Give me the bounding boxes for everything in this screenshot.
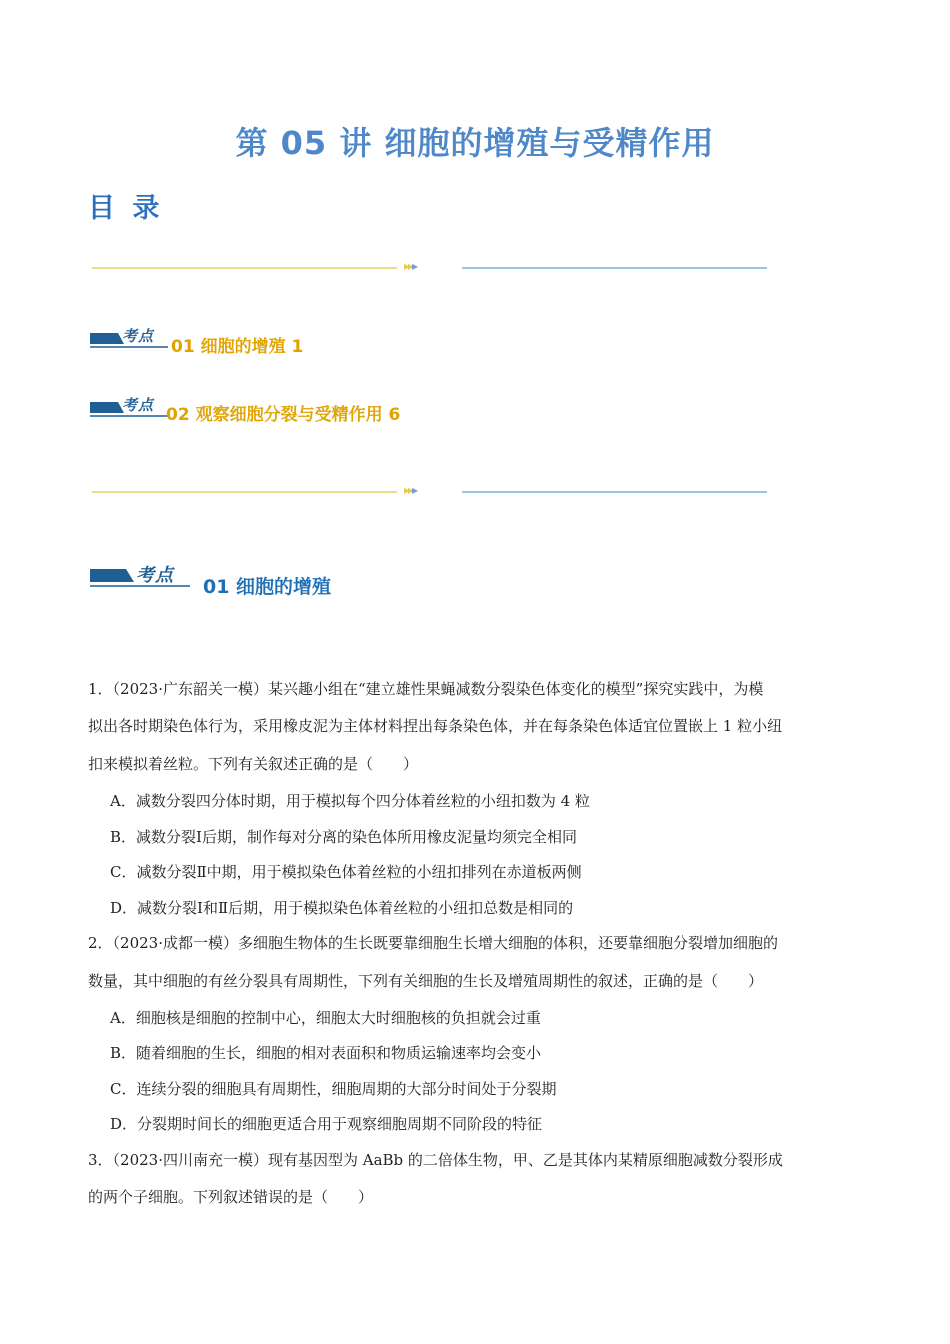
toc-entry-2[interactable]: 02 观察细胞分裂与受精作用 6 [166, 405, 401, 425]
question-3-stem-line-1: 3．（2023·四川南充一模）现有基因型为 AaBb 的二倍体生物，甲、乙是其体内某精原细胞减数分裂形成 [88, 1151, 783, 1169]
question-1-option-d: D．减数分裂Ⅰ和Ⅱ后期，用于模拟染色体着丝粒的小纽扣总数是相同的 [110, 899, 574, 917]
badge-label: 考点 [136, 565, 174, 586]
question-2-stem-line-2: 数量，其中细胞的有丝分裂具有周期性，下列有关细胞的生长及增殖周期性的叙述，正确的是（ ） [88, 972, 764, 990]
toc-divider-top [92, 259, 772, 274]
question-2-option-c: C．连续分裂的细胞具有周期性，细胞周期的大部分时间处于分裂期 [110, 1080, 557, 1098]
question-1-stem-line-3: 扣来模拟着丝粒。下列有关叙述正确的是（ ） [88, 755, 419, 773]
question-2-option-b: B．随着细胞的生长，细胞的相对表面积和物质运输速率均会变小 [110, 1044, 542, 1062]
question-1-stem-line-2: 拟出各时期染色体行为，采用橡皮泥为主体材料捏出每条染色体，并在每条染色体适宜位置嵌上 1 粒小纽 [88, 717, 783, 735]
section-title: 01 细胞的增殖 [203, 576, 332, 598]
arrow-icon: ▸▸▸ [404, 259, 417, 273]
kaodian-badge [90, 327, 170, 352]
question-3-stem-line-2: 的两个子细胞。下列叙述错误的是（ ） [88, 1188, 374, 1206]
badge-label: 考点 [122, 396, 155, 414]
question-2-option-d: D．分裂期时间长的细胞更适合用于观察细胞周期不同阶段的特征 [110, 1115, 543, 1133]
question-2-stem-line-1: 2．（2023·成都一模）多细胞生物体的生长既要靠细胞生长增大细胞的体积，还要靠细胞分裂增加细胞的 [88, 934, 778, 952]
toc-heading: 目 录 [88, 193, 164, 224]
document-title: 第 05 讲 细胞的增殖与受精作用 [235, 124, 715, 162]
arrow-icon: ▸▸▸ [404, 483, 417, 497]
toc-entry-1[interactable]: 01 细胞的增殖 1 [171, 337, 304, 357]
kaodian-badge [90, 396, 170, 421]
question-1-stem-line-1: 1．（2023·广东韶关一模）某兴趣小组在“建立雄性果蝇减数分裂染色体变化的模型”探究实践中，为模 [88, 680, 764, 698]
toc-divider-bottom [92, 483, 772, 498]
question-1-option-c: C．减数分裂Ⅱ中期，用于模拟染色体着丝粒的小纽扣排列在赤道板两侧 [110, 863, 582, 881]
badge-label: 考点 [122, 327, 155, 345]
question-2-option-a: A．细胞核是细胞的控制中心，细胞太大时细胞核的负担就会过重 [110, 1009, 541, 1027]
question-1-option-a: A．减数分裂四分体时期，用于模拟每个四分体着丝粒的小纽扣数为 4 粒 [110, 792, 590, 810]
question-1-option-b: B．减数分裂Ⅰ后期，制作每对分离的染色体所用橡皮泥量均须完全相同 [110, 828, 577, 846]
kaodian-badge [90, 567, 194, 591]
